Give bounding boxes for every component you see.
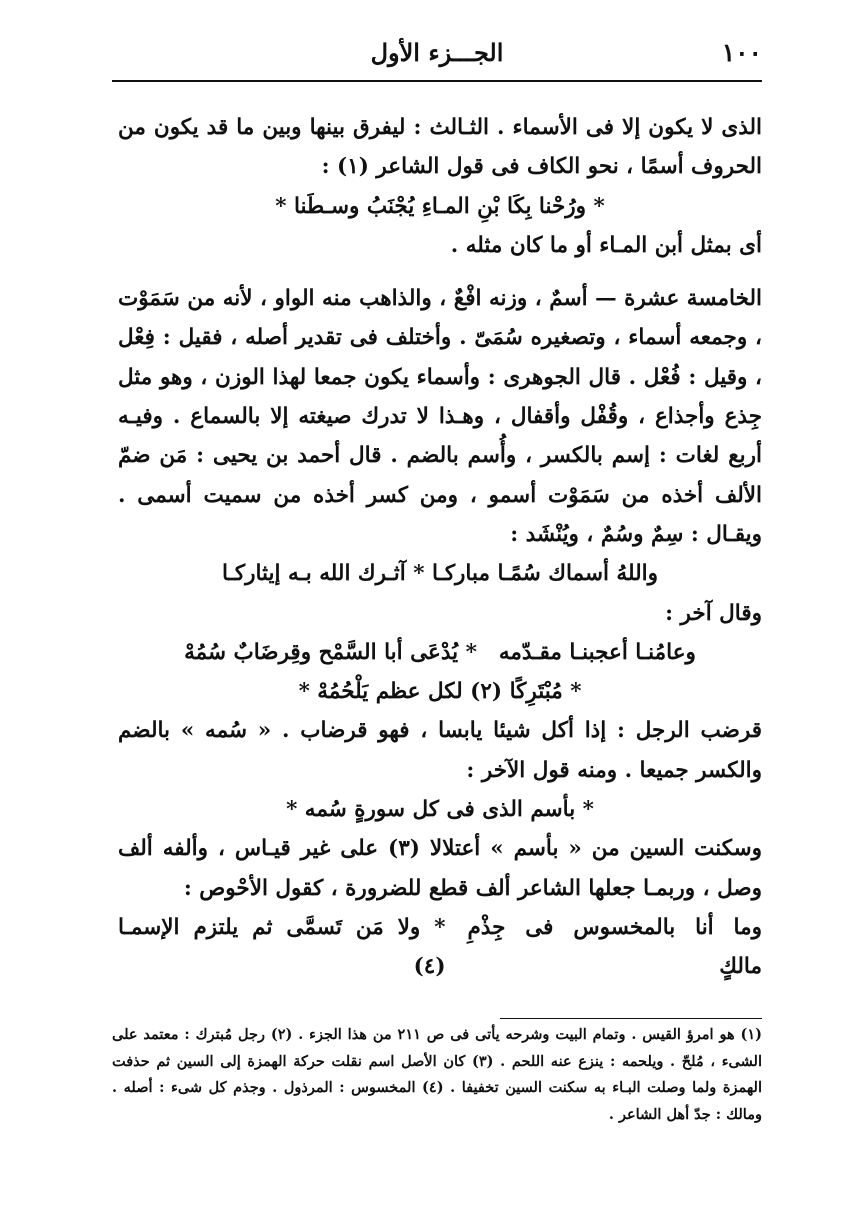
- verse-line: [118, 633, 762, 672]
- verse-line: واللهُ أسماك سُمًـا مباركـا * آثـرك الله بـه إيثاركـا: [222, 561, 658, 587]
- paragraph: وقال آخر :: [665, 600, 762, 626]
- footnotes: [112, 1022, 762, 1128]
- verse-hemistich-first: وعامُنـا أعجبنـا مقـدّمه: [498, 639, 696, 665]
- paragraph: الخامسة عشرة — أسمٌ ، وزنه افْعٌ ، والذاهب منه الواو ، لأنه من سَمَوْت ، وجمعه أسماء ، وتصغيره سُمَىّ . وأختلف فى تقدير أصله ، فقيل : فِعْل ، وقيل : فُعْل . قال الجوهرى : وأسماء يكون جمعا لهذا الوزن ، وهو مثل جِذع وأجذاع ، وقُفْل وأقفال ، وهـذا لا تدرك صيغته إلا بالسماع . وفيـه أربع لغات : إسم بالكسر ، وأُسم بالضم . قال أحمد بن يحيى : مَن ضمّ الألف أخذه من سَمَوْت أسمو ، ومن كسر أخذه من سميت أسمى . ويقـال : سِمٌ وسُمٌ ، ويُنْشَد :: [118, 286, 762, 547]
- verse-line: * بأسم الذى فى كل سورةٍ سُمه *: [286, 797, 594, 823]
- running-title: الجـــزء الأول: [370, 38, 504, 67]
- verse-hemistich-second: * يُدْعَى أبا السَّمْح وقِرضَابٌ سُمُهْ: [184, 639, 477, 665]
- paragraph: وسكنت السين من « بأسم » أعتلالا (٣) على غير قيـاس ، وألفه ألف وصل ، وربمـا جعلها الشاعر ألف قطع للضرورة ، كقول الأحْوص :: [118, 836, 762, 901]
- page-number: ١٠٠: [721, 38, 762, 67]
- paragraph: أى بمثل أبن المـاء أو ما كان مثله .: [450, 232, 762, 258]
- footnote-text: (١) هو امرؤ القيس . وتمام البيت وشرحه يأتى فى ص ٢١١ من هذا الجزء . (٢) رجل مُبترك : معتمد على الشىء ، مُلحّ . ويلحمه : ينزع عنه اللحم . (٣) كان الأصل اسم نقلت حركة الهمزة إلى السين ثم حذفت الهمزة ولما وصلت البـاء به سكنت السين تخفيفا . (٤) المخسوس : المرذول . وجذم كل شىء : أصله . ومالك : جدّ أهل الشاعر .: [112, 1026, 762, 1123]
- verse-line: [118, 908, 762, 987]
- main-text: [118, 108, 762, 987]
- page-header: [112, 38, 762, 78]
- header-rule: [112, 80, 762, 82]
- verse-line: * مُبْتَرِكًا (٢) لكل عظم يَلْحُمُهْ *: [298, 679, 582, 705]
- paragraph: قرضب الرجل : إذا أكل شيئا يابسا ، فهو قرضاب . « سُمه » بالضم والكسر جميعا . ومنه قول الآخر :: [118, 718, 762, 783]
- paragraph-gap: [118, 265, 762, 279]
- verse-hemistich-first: وما أنا بالمخسوس فى جِذْمِ مالكٍ: [467, 914, 762, 980]
- verse-line: * ورُحْنا بِكَا بْنِ المـاءِ يُجْنَبُ وسـطَنا *: [275, 193, 605, 219]
- verse-hemistich-second: * ولا مَن تَسمَّى ثم يلتزم الإسمـا (٤): [118, 914, 446, 980]
- paragraph: الذى لا يكون إلا فى الأسماء . الثـالث : ليفرق بينها وبين ما قد يكون من الحروف أسمًا ، نحو الكاف فى قول الشاعر (١) :: [118, 115, 762, 180]
- footnote-rule: [500, 1018, 762, 1019]
